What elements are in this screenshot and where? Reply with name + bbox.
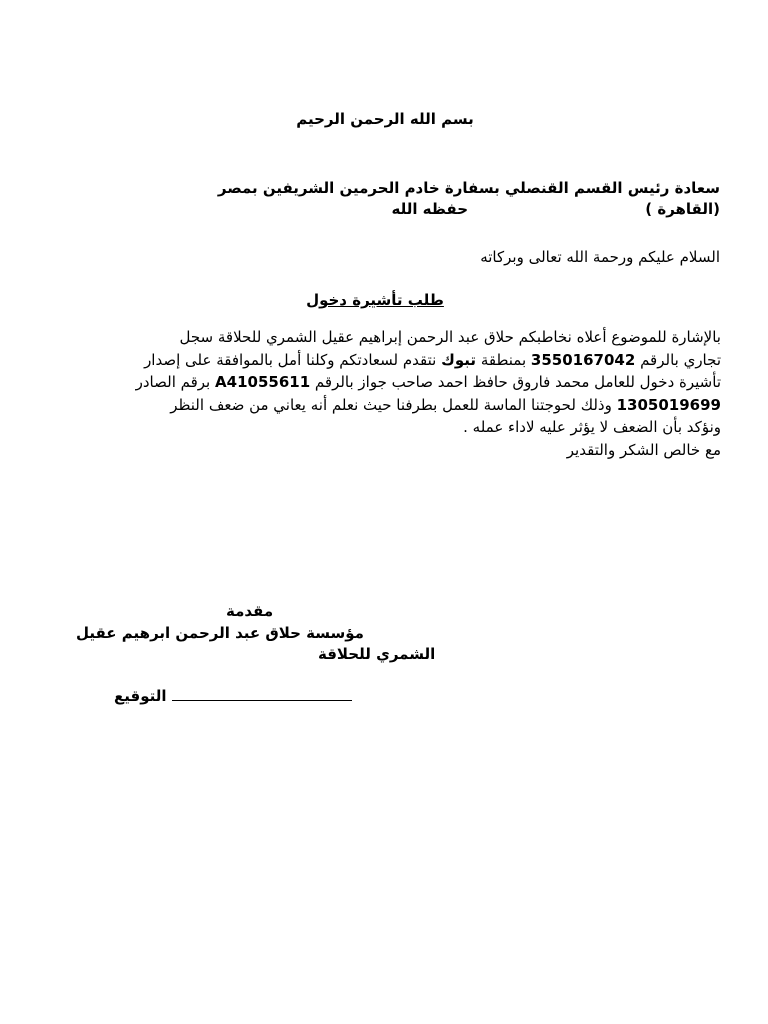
city-name: تبوك xyxy=(441,350,477,369)
body-text: وذلك لحوجتنا الماسة للعمل بطرفنا حيث نعلم أنه يعاني من ضعف النظر xyxy=(170,395,612,414)
body-text: تأشيرة دخول للعامل محمد فاروق حافظ احمد صاحب جواز بالرقم xyxy=(314,373,721,391)
body-line-3 xyxy=(50,371,721,394)
subject-title: طلب تأشيرة دخول xyxy=(306,291,444,309)
body-line-1: بالإشارة للموضوع أعلاه نخاطبكم حلاق عبد الرحمن إبراهيم عقيل الشمري للحلاقة سجل xyxy=(179,328,721,346)
body-text: تجاري بالرقم xyxy=(640,350,721,369)
body-text: برقم الصادر xyxy=(135,373,211,391)
signature-label: التوقيع xyxy=(114,687,167,705)
body-line-2 xyxy=(50,349,721,372)
addressee-city: (القاهرة ) xyxy=(645,200,720,218)
body-line-4 xyxy=(50,394,721,417)
addressee-blessing: حفظه الله xyxy=(391,200,468,218)
issue-number: 1305019699 xyxy=(616,395,721,414)
body-line-6-closing: مع خالص الشكر والتقدير xyxy=(566,440,721,459)
signature-row xyxy=(114,685,356,707)
signature-line xyxy=(172,686,352,701)
letter-body xyxy=(50,326,721,461)
sender-name-line-1: مؤسسة حلاق عبد الرحمن ابرهيم عقيل xyxy=(76,624,364,642)
basmala: بسم الله الرحمن الرحيم xyxy=(296,110,474,128)
sender-name-line-2: الشمري للحلاقة xyxy=(318,645,436,663)
addressee-line-1: سعادة رئيس القسم القنصلي بسفارة خادم الحرمين الشريفين بمصر xyxy=(217,179,720,197)
body-text: نتقدم لسعادتكم وكلنا أمل بالموافقة على إصدار xyxy=(144,350,437,369)
sender-label: مقدمة xyxy=(226,602,274,620)
body-line-5: ونؤكد بأن الضعف لا يؤثر عليه لاداء عمله . xyxy=(463,418,721,436)
greeting: السلام عليكم ورحمة الله تعالى وبركاته xyxy=(480,248,720,266)
passport-number: A41055611 xyxy=(215,373,311,391)
body-text: بمنطقة xyxy=(480,350,527,369)
commercial-register-number: 3550167042 xyxy=(530,350,636,369)
